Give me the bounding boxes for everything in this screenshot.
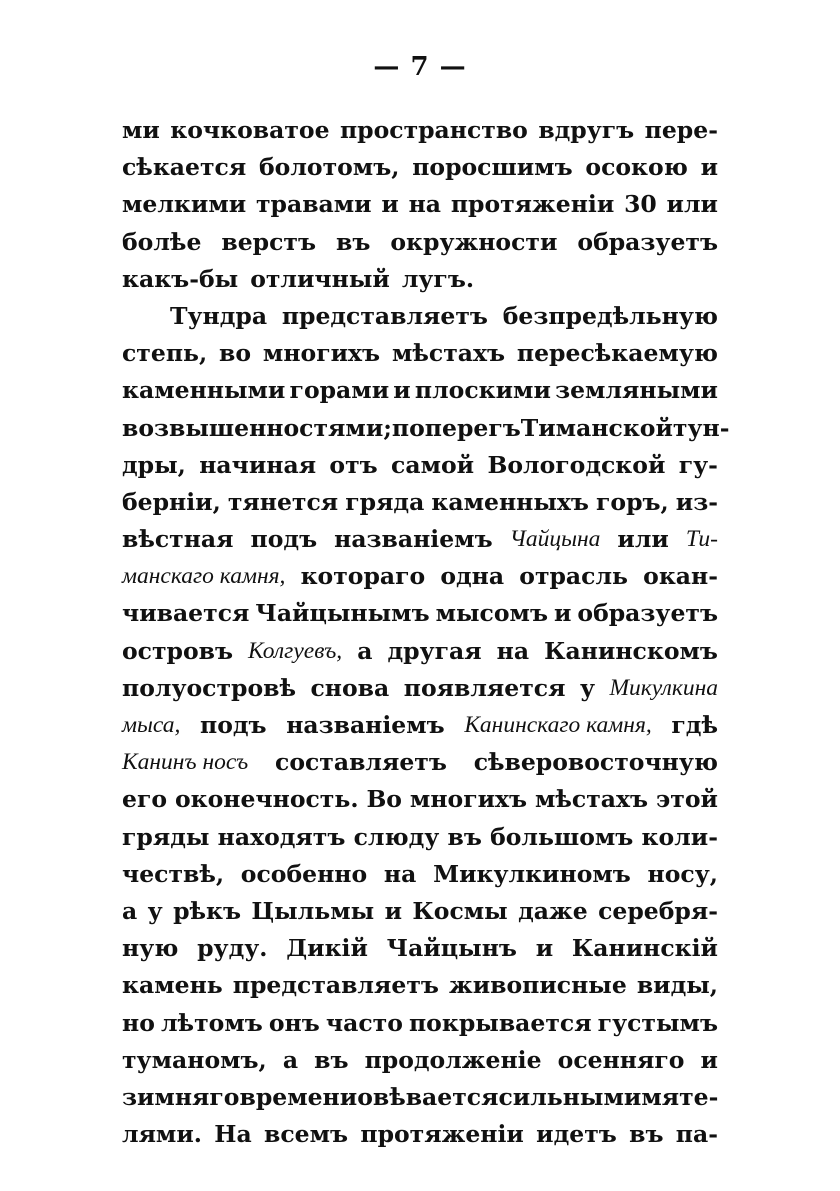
italic-word: Канинъ носъ [122, 749, 249, 776]
word: особенно [240, 859, 368, 888]
word: находятъ [217, 822, 346, 851]
text-line [122, 967, 718, 1004]
text-line [122, 633, 718, 670]
word: На [214, 1120, 252, 1149]
word: овѣвается [357, 1082, 499, 1111]
word: горъ, [596, 487, 669, 516]
word: сѣкается [122, 153, 247, 182]
word: зимняго [122, 1082, 240, 1111]
text-line [122, 112, 718, 149]
word: какъ-бы [122, 264, 239, 293]
word: этой [655, 785, 718, 814]
word: протяженіи [360, 1120, 524, 1149]
word: лѣтомъ [160, 1008, 263, 1037]
word: Канинскомъ [544, 636, 718, 665]
word: каменными [122, 376, 286, 405]
word: Космы [412, 896, 508, 925]
word: дры, [122, 450, 186, 479]
text-line [122, 893, 718, 930]
word: берніи, [122, 487, 221, 516]
text-line [122, 149, 718, 186]
word: плоскими [414, 376, 551, 405]
word: образуетъ [577, 227, 718, 256]
word: а [122, 896, 138, 925]
word: островъ [122, 636, 234, 665]
word: на [383, 859, 417, 888]
word: во [219, 339, 252, 368]
word: Дикій [286, 934, 368, 963]
word: даже [518, 896, 588, 925]
word: начиная [199, 450, 317, 479]
text-line [122, 372, 718, 409]
word: отъ [329, 450, 378, 479]
word: мелкими [122, 190, 247, 219]
word: у [147, 896, 163, 925]
word: возвышенностями; [122, 413, 392, 442]
word: времени [239, 1082, 358, 1111]
word: земляными [555, 376, 718, 405]
word: туманомъ, [122, 1045, 267, 1074]
word: Во [366, 785, 402, 814]
word: носу, [647, 859, 718, 888]
word: другая [387, 636, 482, 665]
word: чивается [122, 599, 250, 628]
word: осокою [585, 153, 688, 182]
word: одна [440, 562, 505, 591]
text-line [122, 1005, 718, 1042]
word: образуетъ [577, 599, 718, 628]
text-line [122, 335, 718, 372]
word: въ [447, 822, 482, 851]
text-line [122, 670, 718, 707]
word: всемъ [264, 1120, 349, 1149]
word: пространство [339, 116, 528, 144]
word: у [579, 673, 595, 702]
word: въ [336, 227, 371, 256]
text-line [122, 707, 718, 744]
word: Микулкиномъ [433, 859, 631, 888]
word: на [408, 190, 442, 219]
word: а [282, 1045, 299, 1074]
word: котораго [300, 562, 426, 591]
italic-word: Колгуевъ, [248, 637, 343, 664]
word: гряды [122, 822, 210, 851]
word: ную [122, 934, 179, 963]
text-line [122, 558, 718, 595]
word: Чайцынъ [386, 934, 517, 963]
word: слюду [353, 822, 440, 851]
text-line [122, 298, 718, 335]
word: и [393, 376, 411, 405]
text-line [122, 261, 718, 298]
word: въ [314, 1045, 349, 1074]
word: камень [122, 971, 223, 1000]
word: и [384, 896, 402, 925]
word: лугъ. [401, 264, 475, 293]
word: протяженіи [450, 190, 615, 219]
word: живописные [448, 971, 627, 1000]
word: большомъ [490, 822, 634, 851]
page-number: — 7 — [373, 52, 467, 82]
word: полуостровѣ [122, 673, 296, 702]
word: из- [675, 487, 718, 516]
text-line [122, 1116, 718, 1153]
word: на [496, 636, 530, 665]
word: или [666, 190, 718, 219]
word: составляетъ [275, 748, 447, 777]
word: верстъ [221, 227, 317, 256]
text-line [122, 781, 718, 818]
word: оконечность. [174, 785, 359, 814]
word: болѣе [122, 227, 202, 256]
word: гряда [345, 487, 425, 516]
text-line [122, 1042, 718, 1079]
word: виды, [636, 971, 718, 1000]
word: Тундра [170, 301, 268, 330]
text-line [122, 484, 718, 521]
italic-word: Канинскаго камня, [464, 712, 652, 738]
word: пересѣкаемую [516, 339, 718, 368]
word: поперегъ [391, 413, 521, 442]
word: отрасль [519, 562, 628, 591]
text-line [122, 856, 718, 893]
word: и [700, 1045, 718, 1074]
word: продолженіе [364, 1045, 542, 1074]
word: и [381, 190, 399, 219]
word: тун- [672, 413, 730, 442]
word: ми [122, 116, 160, 144]
text-line [122, 447, 718, 484]
word: вдругъ [538, 116, 635, 144]
word: названіемъ [286, 711, 445, 739]
word: покрывается [408, 1008, 592, 1037]
word: многихъ [409, 785, 528, 814]
body-text [122, 112, 730, 1153]
word: идетъ [536, 1120, 617, 1149]
word: въ [629, 1120, 664, 1149]
word: кочковатое [170, 116, 330, 144]
word: травами [255, 190, 372, 219]
word: осенняго [557, 1045, 685, 1074]
text-line [122, 224, 718, 261]
word: мѣстахъ [391, 339, 506, 368]
text-line [122, 186, 718, 223]
word: многихъ [262, 339, 381, 368]
text-line [122, 410, 730, 447]
word: поросшимъ [412, 153, 573, 182]
word: гу- [678, 450, 718, 479]
word: подъ [250, 525, 318, 554]
word: и [535, 934, 554, 963]
word: Цыльмы [251, 896, 375, 925]
italic-word: Ти- [685, 526, 718, 553]
word: каменныхъ [431, 487, 589, 516]
word: Канинскій [571, 934, 718, 963]
word: подъ [200, 711, 267, 739]
word: лями. [122, 1120, 202, 1149]
text-line [122, 1079, 718, 1116]
text-line [122, 930, 718, 967]
word: появляется [403, 673, 566, 702]
text-line [122, 521, 718, 558]
word: мѣстахъ [534, 785, 649, 814]
word: Вологодской [487, 450, 666, 479]
word: мысомъ [435, 599, 548, 628]
word: а [357, 636, 373, 665]
word: окан- [643, 562, 718, 591]
word: отличный [250, 264, 390, 293]
word: руду. [197, 934, 268, 963]
word: коли- [641, 822, 718, 851]
text-line [122, 595, 718, 632]
word: и [553, 599, 572, 628]
word: часто [325, 1008, 403, 1037]
word: безпредѣльную [502, 301, 718, 330]
word: но [122, 1008, 155, 1037]
word: Тиманской [520, 413, 673, 442]
text-line [122, 819, 718, 856]
italic-word: мыса, [122, 712, 181, 738]
word: степь, [122, 339, 208, 368]
word: и [700, 153, 718, 182]
word: чествѣ, [122, 859, 225, 888]
word: тянется [227, 487, 339, 516]
text-line [122, 744, 718, 781]
word: представляетъ [232, 971, 439, 1000]
word: его [122, 785, 168, 814]
word: болотомъ, [258, 153, 400, 182]
word: густымъ [597, 1008, 718, 1037]
word: серебря- [598, 896, 718, 925]
word: сѣверовосточную [473, 748, 718, 777]
italic-word: Микулкина [609, 674, 718, 701]
italic-word: Чайцына [509, 526, 601, 553]
word: рѣкъ [173, 896, 242, 925]
word: названіемъ [334, 525, 493, 554]
word: снова [310, 673, 390, 702]
word: сильными [498, 1082, 642, 1111]
word: горами [289, 376, 390, 405]
word: окружности [390, 227, 558, 256]
word: мяте- [641, 1082, 719, 1111]
word: пере- [644, 116, 718, 144]
word: гдѣ [671, 711, 718, 739]
word: онъ [268, 1008, 320, 1037]
word: Чайцынымъ [255, 599, 430, 628]
word: самой [391, 450, 475, 479]
word: 30 [624, 190, 657, 219]
word: представляетъ [281, 301, 488, 330]
word: па- [675, 1120, 718, 1149]
italic-word: манскаго камня, [122, 563, 286, 590]
word: или [617, 525, 669, 554]
word: вѣстная [122, 525, 234, 554]
